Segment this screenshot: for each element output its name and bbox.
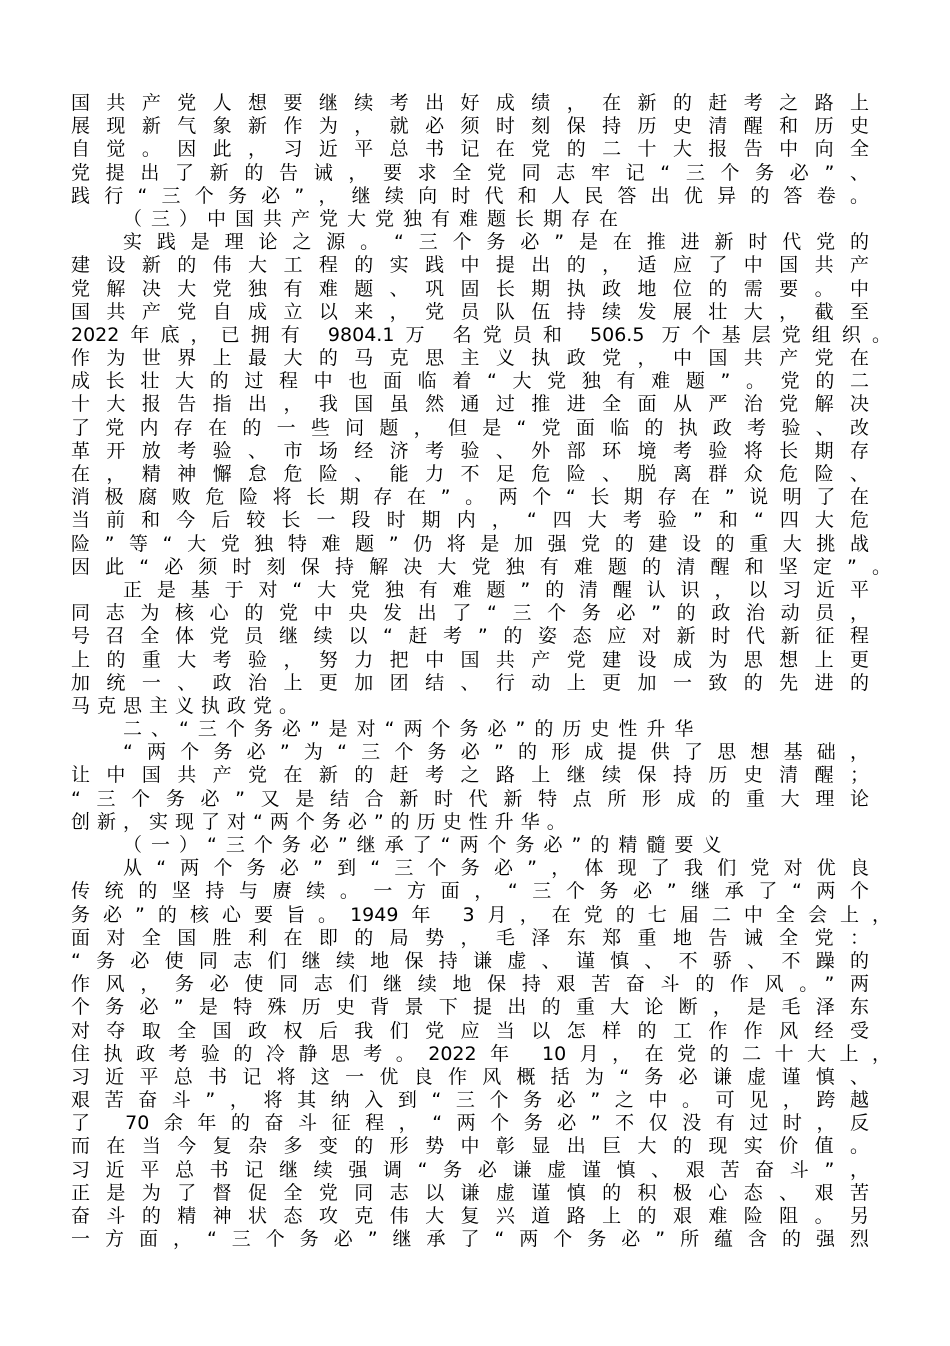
body-text-line: 作为世界上最大的马克思主义执政党，中国共产党在	[71, 347, 869, 370]
body-text-line: 国共产党人想要继续考出好成绩，在新的赶考之路上	[71, 92, 869, 114]
body-text-line: 住执政考验的冷静思考。2022年 10月，在党的二十大上，	[71, 1042, 891, 1065]
section-heading-3: （三）中国共产党大党独有难题长期存在	[123, 207, 628, 230]
body-text-line: 艰苦奋斗”，将其纳入到“三个务必”之中。可见，跨越	[71, 1089, 869, 1112]
section-heading-1: （一）“三个务必”继承了“两个务必”的精髓要义	[123, 834, 731, 856]
body-text-line: 作风，务必使同志们继续地保持艰苦奋斗的作风。”两	[71, 973, 869, 996]
body-text-line: 了 70余年的奋斗征程，“两个务必”不仅没有过时，反	[71, 1112, 869, 1135]
body-text-line: 加统一、政治上更加团结、行动上更加一致的先进的	[71, 671, 869, 694]
body-text-line: 面对全国胜利在即的局势，毛泽东郑重地告诫全党：	[71, 926, 869, 949]
body-text-line: 自觉。因此，习近平总书记在党的二十大报告中向全	[71, 138, 869, 161]
body-text-line: 马克思主义执政党。	[71, 694, 306, 717]
body-text-line: 践行“三个务必”，继续向时代和人民答出优异的答卷。	[71, 184, 869, 207]
paragraph-first-line: 实践是理论之源。“三个务必”是在推进新时代党的	[123, 231, 869, 254]
body-text-line: 一方面，“三个务必”继承了“两个务必”所蕴含的强烈	[71, 1228, 869, 1251]
body-text-line: 党提出了新的告诫，要求全党同志牢记“三个务必”、	[71, 161, 869, 184]
body-text-line: 正是为了督促全党同志以谦虚谨慎的积极心态、艰苦	[71, 1181, 869, 1204]
body-text-line: “务必使同志们继续地保持谦虚、谨慎、不骄、不躁的	[71, 949, 869, 972]
body-text-line: 革开放考验、市场经济考验、外部环境考验将长期存	[71, 439, 869, 462]
body-text-line: 消极腐败危险将长期存在”。两个“长期存在”说明了在	[71, 486, 869, 509]
body-text-line: 让中国共产党在新的赶考之路上继续保持历史清醒；	[71, 764, 869, 787]
body-text-line: 习近平总书记将这一优良作风概括为“务必谦虚谨慎、	[71, 1065, 869, 1088]
paragraph-first-line: 从“两个务必”到“三个务必”，体现了我们党对优良	[123, 857, 869, 880]
body-text-line: 在，精神懈怠危险、能力不足危险、脱离群众危险、	[71, 463, 869, 485]
body-text-line: 党解决大党独有难题、巩固长期执政地位的需要。中	[71, 277, 869, 300]
body-text-line: 当前和今后较长一段时期内，“四大考验”和“四大危	[71, 509, 869, 532]
body-text-line: 展现新气象新作为，就必须时刻保持历史清醒和历史	[71, 115, 869, 138]
paragraph-first-line: 正是基于对“大党独有难题”的清醒认识，以习近平	[123, 578, 869, 601]
section-heading-2: 二、“三个务必”是对“两个务必”的历史性升华	[123, 718, 703, 741]
body-text-line: 2022年底，已拥有 9804.1万 名党员和 506.5 万个基层党组织。	[71, 323, 891, 346]
body-text-line: 习近平总书记继续强调“务必谦虚谨慎、艰苦奋斗”，	[71, 1158, 869, 1181]
body-text-line: 务必”的核心要旨。1949年 3月，在党的七届二中全会上，	[71, 903, 891, 926]
body-text-line: 奋斗的精神状态攻克伟大复兴道路上的艰难险阻。另	[71, 1205, 869, 1227]
body-text-line: 因此“必须时刻保持解决大党独有难题的清醒和坚定”。	[71, 555, 891, 578]
body-text-line: 成长壮大的过程中也面临着“大党独有难题”。党的二	[71, 370, 869, 393]
body-text-line: 同志为核心的党中央发出了“三个务必”的政治动员，	[71, 602, 869, 625]
body-text-line: 号召全体党员继续以“赶考”的姿态应对新时代新征程	[71, 625, 869, 648]
body-text-line: “三个务必”又是结合新时代新特点所形成的重大理论	[71, 787, 869, 810]
body-text-line: 而在当今复杂多变的形势中彰显出巨大的现实价值。	[71, 1135, 869, 1158]
body-text-line: 建设新的伟大工程的实践中提出的，适应了中国共产	[71, 254, 869, 277]
body-text-line: 传统的坚持与赓续。一方面，“三个务必”继承了“两个	[71, 880, 869, 903]
body-text-line: 创新，实现了对“两个务必”的历史性升华。	[71, 810, 573, 833]
document-page	[71, 92, 891, 1251]
body-text-line: 了党内存在的一些问题，但是“党面临的执政考验、改	[71, 416, 869, 439]
paragraph-first-line: “两个务必”为“三个务必”的形成提供了思想基础，	[123, 741, 869, 764]
body-text-line: 险”等“大党独特难题”仍将是加强党的建设的重大挑战	[71, 532, 869, 555]
body-text-line: 上的重大考验，努力把中国共产党建设成为思想上更	[71, 648, 869, 671]
body-text-line: 国共产党自成立以来，党员队伍持续发展壮大，截至	[71, 300, 869, 323]
body-text-line: 十大报告指出，我国虽然通过推进全面从严治党解决	[71, 393, 869, 416]
body-text-line: 对夺取全国政权后我们党应当以怎样的工作作风经受	[71, 1019, 869, 1042]
body-text-line: 个务必”是特殊历史背景下提出的重大论断，是毛泽东	[71, 996, 869, 1019]
